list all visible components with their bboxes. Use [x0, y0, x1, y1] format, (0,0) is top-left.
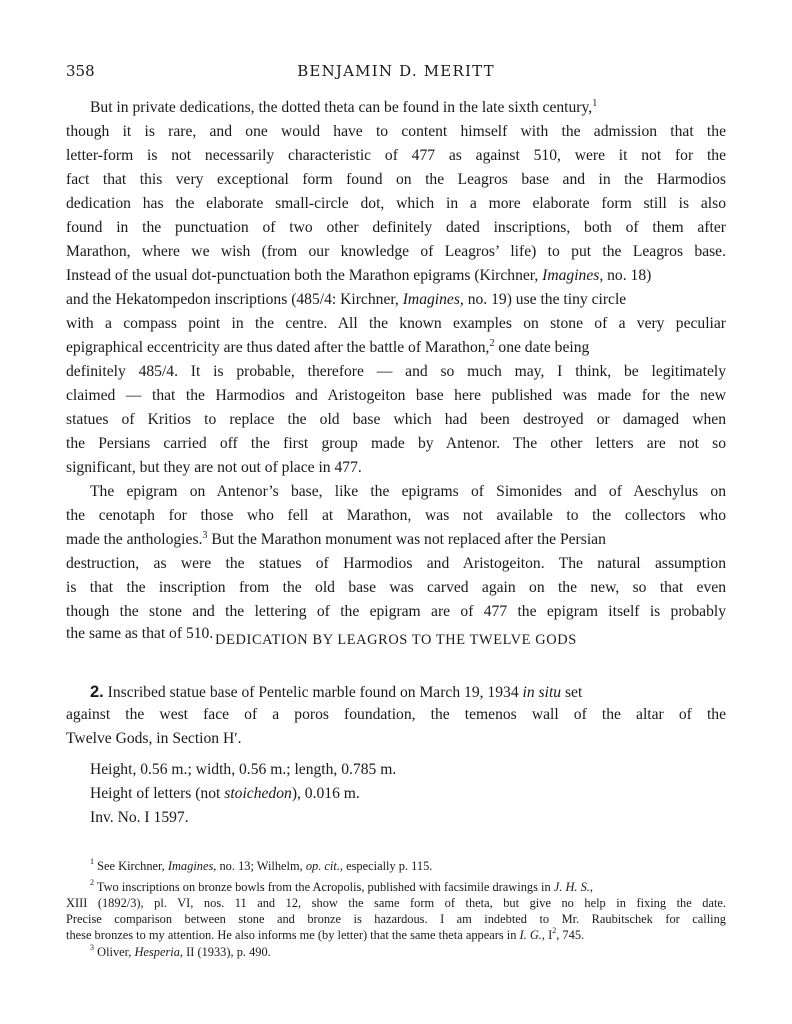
text-line: though it is rare, and one would have to content himself with the admission that the: [66, 123, 726, 140]
text-line: The epigram on Antenor’s base, like the epigrams of Simonides and of Aeschylus on: [90, 483, 726, 500]
entry-letter-height: Height of letters (not stoichedon), 0.016 m.: [90, 785, 360, 802]
footnote-1: $^1$ See Kirchner, Imagines, no. 13; Wilhelm, op. cit., especially p. 115.: [90, 857, 433, 873]
footnote-2-line: Precise comparison between stone and bronze is hazardous. I am indebted to Mr. Raubitschek for calling: [66, 912, 726, 926]
entry-number: 2.: [90, 683, 104, 701]
page-header: [66, 62, 726, 84]
text-line: the same as that of 510.: [66, 625, 214, 642]
text-line: with a compass point in the centre. All the known examples on stone of a very peculiar: [66, 315, 726, 332]
text-line: claimed — that the Harmodios and Aristogeiton base here published was made for the new: [66, 387, 726, 404]
text-line: dedication has the elaborate small-circle dot, which in a more elaborate form still is also: [66, 195, 726, 212]
text-line: the cenotaph for those who fell at Marathon, was not available to the collectors who: [66, 507, 726, 524]
text-line: though the stone and the lettering of the epigram are of 477 the epigram itself is probably: [66, 603, 726, 620]
section-title: DEDICATION BY LEAGROS TO THE TWELVE GODS: [215, 632, 577, 648]
text-line: statues of Kritios to replace the old base which had been destroyed or damaged when: [66, 411, 726, 428]
text-line: epigraphical eccentricity are thus dated after the battle of Marathon,$^2$ one date being: [66, 338, 590, 356]
text-line: But in private dedications, the dotted theta can be found in the late sixth century,$^1$: [90, 98, 598, 116]
text-line: letter-form is not necessarily characteristic of 477 as against 510, were it not for the: [66, 147, 726, 164]
text-line: found in the punctuation of two other definitely dated inscriptions, both of them after: [66, 219, 726, 236]
text-line: significant, but they are not out of place in 477.: [66, 459, 362, 476]
footnote-2-line: XIII (1892/3), pl. VI, nos. 11 and 12, show the same form of theta, but give no help in fixing the date.: [66, 896, 726, 910]
text-line: fact that this very exceptional form found on the Leagros base and in the Harmodios: [66, 171, 726, 188]
text-line: and the Hekatompedon inscriptions (485/4: Kirchner, Imagines, no. 19) use the tiny circle: [66, 291, 627, 308]
entry-dimensions: Height, 0.56 m.; width, 0.56 m.; length, 0.785 m.: [90, 761, 397, 778]
text-line: Marathon, where we wish (from our knowledge of Leagros’ life) to put the Leagros base.: [66, 243, 726, 260]
page-number: 358: [66, 62, 95, 80]
footnote-3: $^3$ Oliver, Hesperia, II (1933), p. 490.: [90, 943, 271, 959]
footnote-2-line: these bronzes to my attention. He also informs me (by letter) that the same theta appears in I. G., $I^2$, 745.: [66, 926, 585, 942]
text-line: is that the inscription from the old base was carved again on the new, so that even: [66, 579, 726, 596]
text-line: the Persians carried off the first group made by Antenor. The other letters are not so: [66, 435, 726, 452]
text-line: made the anthologies.$^3$ But the Marathon monument was not replaced after the Persian: [66, 530, 606, 548]
text-line: destruction, as were the statues of Harmodios and Aristogeiton. The natural assumption: [66, 555, 726, 572]
entry-line: Twelve Gods, in Section Hʹ.: [66, 730, 242, 747]
entry-inventory: Inv. No. I 1597.: [90, 809, 189, 826]
footnote-ref-3[interactable]: 3: [202, 530, 208, 541]
footnote-ref-2[interactable]: 2: [489, 338, 495, 349]
text-line: definitely 485/4. It is probable, therefore — and so much may, I think, be legitimately: [66, 363, 726, 380]
entry-line: 2. Inscribed statue base of Pentelic marble found on March 19, 1934 in situ set: [90, 683, 583, 701]
text-line: Instead of the usual dot-punctuation both the Marathon epigrams (Kirchner, Imagines, no. 18): [66, 267, 652, 284]
running-head: BENJAMIN D. MERITT: [297, 62, 495, 80]
entry-line: against the west face of a poros foundation, the temenos wall of the altar of the: [66, 706, 726, 723]
footnote-2: $^2$ Two inscriptions on bronze bowls from the Acropolis, published with facsimile drawings in J. H. S.,: [90, 878, 593, 894]
footnote-ref-1[interactable]: 1: [592, 98, 598, 109]
